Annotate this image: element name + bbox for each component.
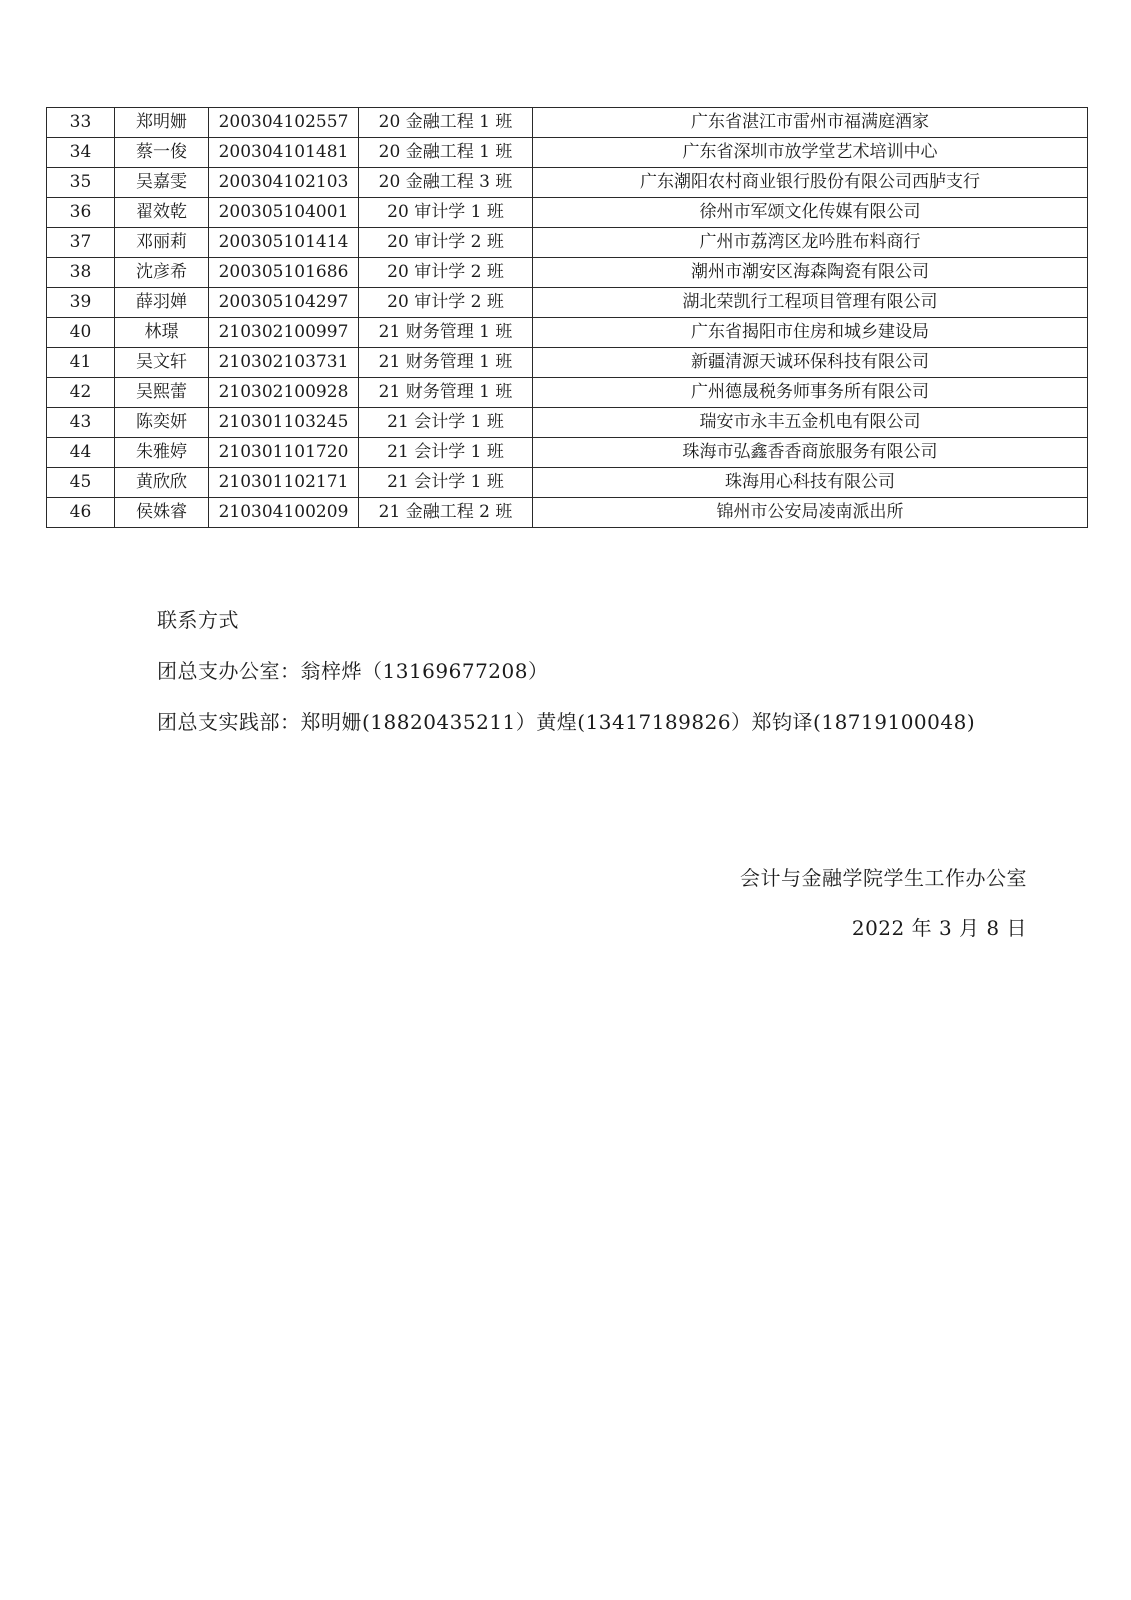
cell-student-name: 林璟 — [115, 318, 209, 348]
table-row — [47, 498, 1088, 528]
cell-student-id: 200305101686 — [209, 258, 359, 288]
cell-class: 20 金融工程 1 班 — [359, 108, 533, 138]
cell-student-id: 210304100209 — [209, 498, 359, 528]
cell-row-number: 39 — [47, 288, 115, 318]
cell-internship-unit: 湖北荣凯行工程项目管理有限公司 — [533, 288, 1088, 318]
cell-internship-unit: 瑞安市永丰五金机电有限公司 — [533, 408, 1088, 438]
cell-internship-unit: 广东省揭阳市住房和城乡建设局 — [533, 318, 1088, 348]
cell-class: 21 会计学 1 班 — [359, 468, 533, 498]
table-row — [47, 468, 1088, 498]
cell-student-name: 邓丽莉 — [115, 228, 209, 258]
cell-student-id: 200305101414 — [209, 228, 359, 258]
table-row — [47, 138, 1088, 168]
cell-row-number: 36 — [47, 198, 115, 228]
contact-office-line: 团总支办公室：翁梓烨（13169677208） — [157, 659, 549, 683]
cell-class: 21 金融工程 2 班 — [359, 498, 533, 528]
table-row — [47, 228, 1088, 258]
cell-student-name: 陈奕妍 — [115, 408, 209, 438]
cell-row-number: 43 — [47, 408, 115, 438]
signature-date: 2022 年 3 月 8 日 — [851, 916, 1027, 940]
table-row — [47, 438, 1088, 468]
cell-student-id: 210302100997 — [209, 318, 359, 348]
cell-internship-unit: 潮州市潮安区海森陶瓷有限公司 — [533, 258, 1088, 288]
cell-internship-unit: 珠海市弘鑫香香商旅服务有限公司 — [533, 438, 1088, 468]
table-row — [47, 408, 1088, 438]
cell-student-id: 210301103245 — [209, 408, 359, 438]
table-row — [47, 108, 1088, 138]
table-row — [47, 318, 1088, 348]
cell-internship-unit: 珠海用心科技有限公司 — [533, 468, 1088, 498]
internship-roster-table — [46, 107, 1088, 528]
cell-student-id: 200305104297 — [209, 288, 359, 318]
cell-student-name: 黄欣欣 — [115, 468, 209, 498]
table-row — [47, 198, 1088, 228]
contact-heading: 联系方式 — [157, 608, 239, 632]
cell-student-name: 吴熙蕾 — [115, 378, 209, 408]
cell-student-name: 沈彦希 — [115, 258, 209, 288]
cell-student-name: 薛羽婵 — [115, 288, 209, 318]
cell-class: 20 审计学 1 班 — [359, 198, 533, 228]
table-row — [47, 378, 1088, 408]
roster-table-body — [47, 108, 1088, 528]
table-row — [47, 348, 1088, 378]
contact-practice-dept-line: 团总支实践部：郑明姗(18820435211）黄煌(13417189826）郑钧译(18719100048) — [157, 710, 976, 734]
cell-row-number: 35 — [47, 168, 115, 198]
cell-row-number: 37 — [47, 228, 115, 258]
cell-row-number: 46 — [47, 498, 115, 528]
cell-student-name: 朱雅婷 — [115, 438, 209, 468]
cell-internship-unit: 徐州市军颂文化传媒有限公司 — [533, 198, 1088, 228]
cell-student-name: 吴嘉雯 — [115, 168, 209, 198]
cell-student-id: 200304101481 — [209, 138, 359, 168]
cell-internship-unit: 广东潮阳农村商业银行股份有限公司西胪支行 — [533, 168, 1088, 198]
cell-row-number: 33 — [47, 108, 115, 138]
table-row — [47, 288, 1088, 318]
cell-class: 21 财务管理 1 班 — [359, 318, 533, 348]
table-row — [47, 168, 1088, 198]
cell-class: 20 审计学 2 班 — [359, 258, 533, 288]
cell-student-name: 侯姝睿 — [115, 498, 209, 528]
cell-student-id: 210302100928 — [209, 378, 359, 408]
cell-student-name: 郑明姗 — [115, 108, 209, 138]
cell-internship-unit: 广州市荔湾区龙吟胜布料商行 — [533, 228, 1088, 258]
cell-class: 21 财务管理 1 班 — [359, 348, 533, 378]
cell-student-id: 210301102171 — [209, 468, 359, 498]
cell-internship-unit: 新疆清源天诚环保科技有限公司 — [533, 348, 1088, 378]
cell-row-number: 42 — [47, 378, 115, 408]
cell-row-number: 41 — [47, 348, 115, 378]
cell-student-id: 200305104001 — [209, 198, 359, 228]
cell-class: 21 会计学 1 班 — [359, 438, 533, 468]
cell-row-number: 40 — [47, 318, 115, 348]
cell-student-id: 200304102557 — [209, 108, 359, 138]
cell-class: 20 金融工程 1 班 — [359, 138, 533, 168]
cell-row-number: 38 — [47, 258, 115, 288]
cell-class: 20 审计学 2 班 — [359, 228, 533, 258]
cell-student-id: 200304102103 — [209, 168, 359, 198]
cell-student-id: 210301101720 — [209, 438, 359, 468]
cell-student-name: 翟效乾 — [115, 198, 209, 228]
cell-row-number: 44 — [47, 438, 115, 468]
cell-class: 20 金融工程 3 班 — [359, 168, 533, 198]
cell-class: 21 会计学 1 班 — [359, 408, 533, 438]
cell-internship-unit: 广东省深圳市放学堂艺术培训中心 — [533, 138, 1088, 168]
cell-internship-unit: 广东省湛江市雷州市福满庭酒家 — [533, 108, 1088, 138]
cell-class: 20 审计学 2 班 — [359, 288, 533, 318]
cell-row-number: 45 — [47, 468, 115, 498]
cell-class: 21 财务管理 1 班 — [359, 378, 533, 408]
signature-organization: 会计与金融学院学生工作办公室 — [740, 866, 1027, 890]
cell-internship-unit: 广州德晟税务师事务所有限公司 — [533, 378, 1088, 408]
table-row — [47, 258, 1088, 288]
cell-row-number: 34 — [47, 138, 115, 168]
cell-internship-unit: 锦州市公安局凌南派出所 — [533, 498, 1088, 528]
cell-student-id: 210302103731 — [209, 348, 359, 378]
cell-student-name: 吴文轩 — [115, 348, 209, 378]
cell-student-name: 蔡一俊 — [115, 138, 209, 168]
